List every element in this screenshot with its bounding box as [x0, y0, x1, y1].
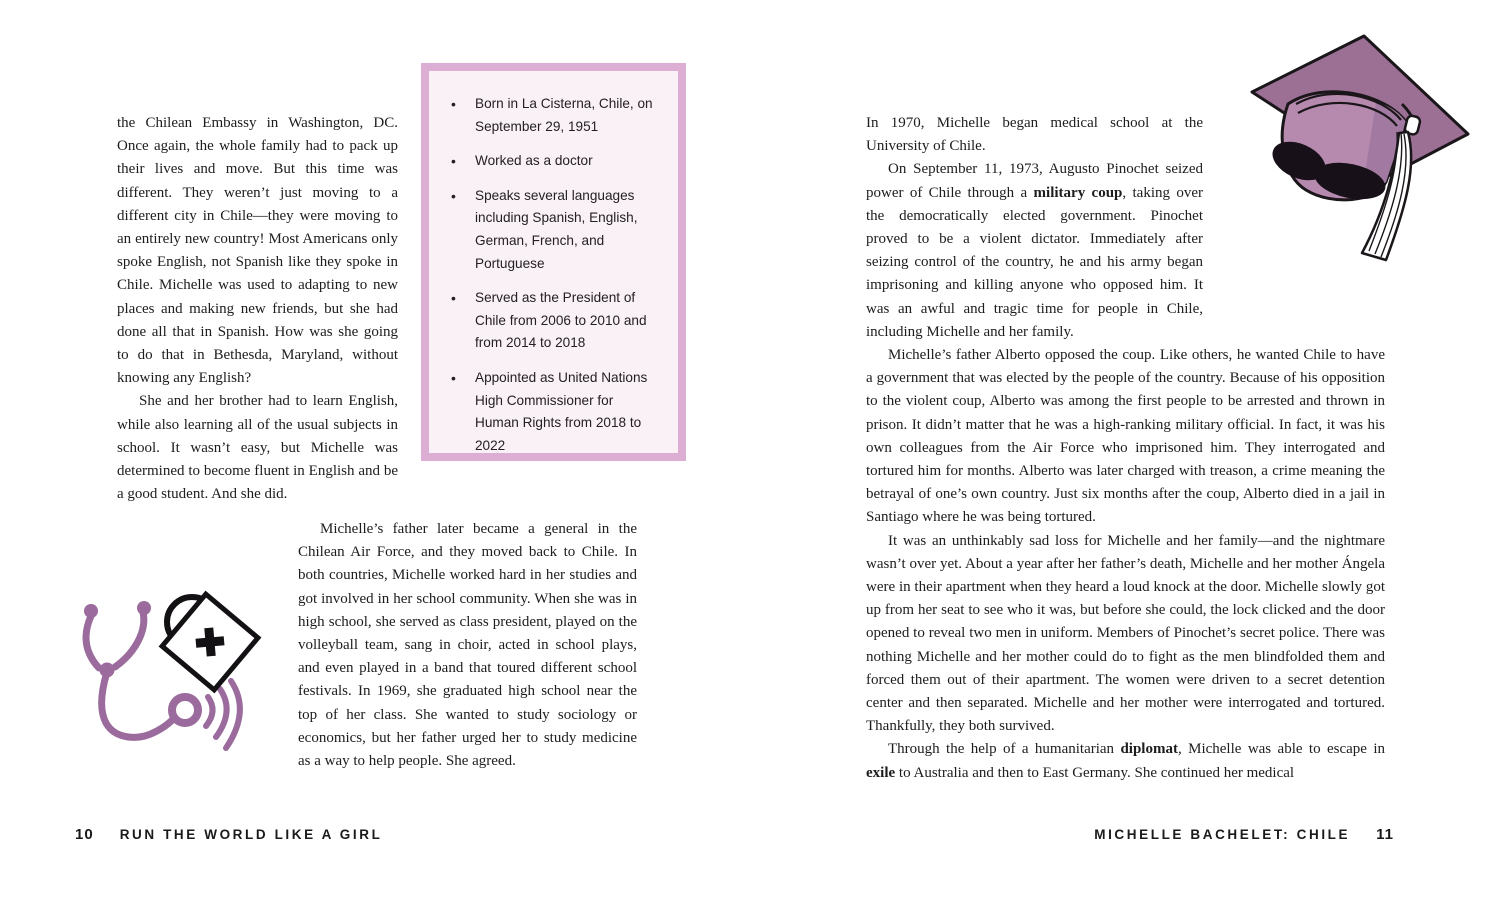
chest-piece-icon [172, 697, 198, 723]
padlock-icon [162, 594, 258, 690]
paragraph: Through the help of a humanitarian diplomat, Michelle was able to escape in exile to Australia and then to East Germany. She continued her medical [866, 741, 1385, 781]
ear-tip-icon [84, 604, 98, 618]
paragraph: the Chilean Embassy in Washington, DC. Once again, the whole family had to pack up their lives and move. But this time was different. They weren’t just moving to a different city in Chile—they were moving to an entirely new country! Most Americans only spoke English, not Spanish like they spoke in Chile. Michelle was used to adapting to new places and making new friends, but she had done all that in Spanish. How was she going to do that in Bethesda, Maryland, without knowing any English? [117, 115, 398, 387]
footer-left [75, 826, 382, 843]
paragraph: Michelle’s father Alberto opposed the coup. Like others, he wanted Chile to have a government that was elected by the people of the country. Because of his opposition to the violent coup, Alberto was among the first people to be arrested and thrown in prison. It didn’t matter that he was a high-ranking military official. In fact, it was his own colleagues from the Air Force who imprisoned him. They interrogated and tortured him for months. Alberto was later charged with treason, a crime meaning the betrayal of one’s own country. Just six months after the coup, Alberto died in a jail in Santiago where he was being tortured. [866, 347, 1385, 526]
paragraph: It was an unthinkably sad loss for Michelle and her family—and the nightmare wasn’t over yet. About a year after her father’s death, Michelle and her mother Ángela were in their apartment when they heard a loud knock at the door. Michelle slowly got up from her seat to see who it was, but before she could, the lock clicked and the door opened to reveal two men in uniform. Members of Pinochet’s secret police. There was nothing Michelle and her mother could do to fight as the men blindfolded them and forced them out of their apartment. The women were driven to a secret detention center and then separated. Michelle and her mother were interrogated and tortured. Thankfully, they both survived. [866, 532, 1385, 735]
fact-box-item: • Speaks several languages including Spanish, English, German, French, and Portuguese [449, 185, 660, 275]
graduation-cap-illustration [1236, 20, 1474, 290]
left-text-column [117, 112, 398, 506]
page-number-right: 11 [1376, 826, 1394, 843]
paragraph: She and her brother had to learn English, while also learning all of the usual subjects in school. It wasn’t easy, but Michelle was determined to become fluent in English and be a good student. And she did. [117, 393, 398, 503]
stethoscope-icon [86, 612, 178, 737]
sound-waves-icon [206, 681, 240, 748]
ear-tip-icon [137, 601, 151, 615]
page-number-left: 10 [75, 826, 94, 843]
school-paragraph-block [298, 518, 637, 773]
fact-box-item: • Worked as a doctor [449, 150, 660, 173]
paragraph: In 1970, Michelle began medical school at the University of Chile. [866, 115, 1203, 155]
paragraph: Michelle’s father later became a general in the Chilean Air Force, and they moved back to Chile. In both countries, Michelle worked hard in her studies and got involved in her school community. When she was in high school, she served as class president, played on the volleyball team, sang in choir, acted in school plays, and even played in a band that toured different school festivals. In 1969, she graduated high school near the top of her class. She wanted to study sociology or economics, but her father urged her to study medicine as a way to help people. She agreed. [298, 521, 637, 770]
chapter-title: MICHELLE BACHELET: CHILE [1094, 827, 1351, 842]
footer-right [1094, 826, 1394, 843]
fact-box-item: • Appointed as United Nations High Commissioner for Human Rights from 2018 to 2022 [449, 367, 660, 457]
paragraph: On September 11, 1973, Augusto Pinochet seized power of Chile through a military coup, taking over the democratically elected government. Pinochet proved to be a violent dictator. Immediately after seizing control of the country, he and his army began imprisoning and killing anyone who opposed him. It was an awful and tragic time for people in Chile, including Michelle and her family. [866, 161, 1203, 340]
book-series-title: RUN THE WORLD LIKE A GIRL [119, 827, 383, 842]
fact-box-item: • Born in La Cisterna, Chile, on September 29, 1951 [449, 93, 660, 138]
tube-junction [100, 663, 115, 678]
fact-box-item: • Served as the President of Chile from 2006 to 2010 and from 2014 to 2018 [449, 287, 660, 355]
fact-box [421, 63, 686, 461]
stethoscope-padlock-illustration [58, 580, 266, 772]
